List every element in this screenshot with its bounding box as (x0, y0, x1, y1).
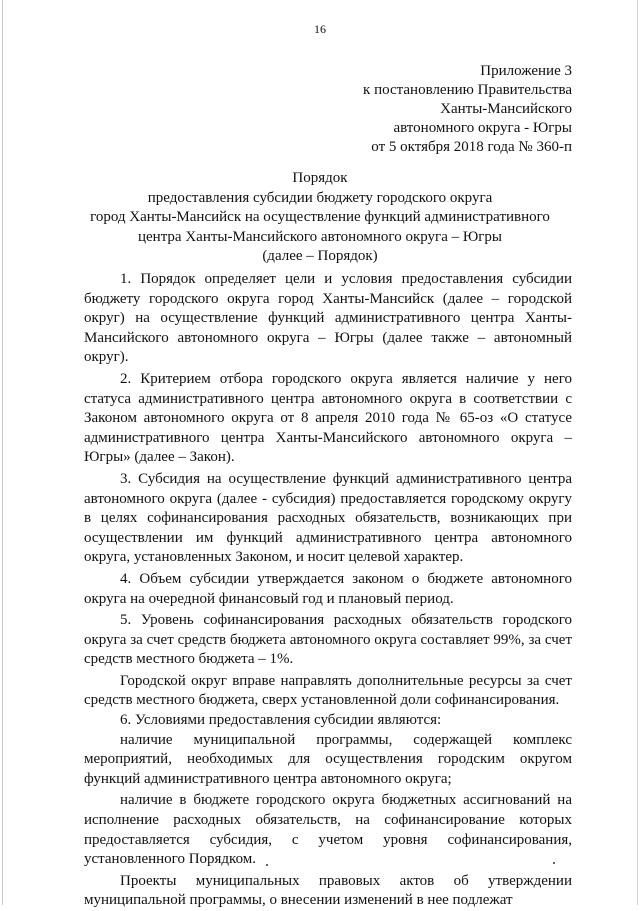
scan-edge-right (637, 0, 638, 905)
scan-speck (553, 862, 555, 864)
title-line: предоставления субсидии бюджету городского округа (147, 189, 493, 206)
page-number: 16 (314, 22, 326, 36)
appendix-line: от 5 октября 2018 года № 360-п (371, 139, 572, 155)
title-line: центра Ханты-Мансийского автономного округа – Югры (137, 228, 502, 245)
appendix-header (363, 62, 572, 157)
paragraph: 5. Уровень софинансирования расходных обязательств городского округа за счет средств бюджета автономного округа составляет 99%, за счет средств местного бюджета – 1%. (84, 612, 572, 668)
paragraph: Городской округ вправе направлять дополнительные ресурсы за счет средств местного бюджета, сверх установленной доли софинансирования. (84, 672, 572, 709)
appendix-line: Приложение 3 (480, 63, 572, 79)
paragraph: Проекты муниципальных правовых актов об утверждении муниципальной программы, о внесении изменений в нее подлежат (84, 872, 572, 909)
paragraph: 6. Условиями предоставления субсидии являются: (120, 712, 442, 729)
title-line: Порядок (292, 170, 348, 186)
scan-edge-left (2, 0, 3, 905)
appendix-line: Ханты-Мансийского (440, 101, 572, 117)
paragraph: 2. Критерием отбора городского округа является наличие у него статуса административного центра автономного округа в соответствии с Законом автономного округа от 8 апреля 2010 года № 65-оз «О статусе административного центра Ханты-Мансийского автономного округа – Югры» (далее – Закон). (84, 370, 572, 466)
paragraph: наличие в бюджете городского округа бюджетных ассигнований на исполнение расходных обязательств, на софинансирование которых предоставляется субсидия, с учетом уровня софинансирования, установленного Порядком. (84, 792, 572, 868)
appendix-line: автономного округа - Югры (393, 120, 572, 136)
paragraph: 1. Порядок определяет цели и условия предоставления субсидии бюджету городского округа город Ханты-Мансийск (далее – городской округ) на осуществление функций административного центра Ханты-Мансийского автономного округа – Югры (далее также – автономный округ). (84, 271, 572, 366)
appendix-line: к постановлению Правительства (363, 82, 572, 98)
paragraph: наличие муниципальной программы, содержащей комплекс мероприятий, необходимых для осуществления городским округом функций административного центра автономного округа; (84, 731, 572, 787)
document-body (84, 270, 572, 911)
paragraph: 3. Субсидия на осуществление функций административного центра автономного округа (далее - субсидия) предоставляется городскому округу в целях софинансирования расходных обязательств, возникающих при осуществлении им функций административного центра автономного округа, установленных Законом, и носит целевой характер. (84, 470, 572, 566)
document-title (70, 169, 570, 267)
scan-speck (266, 864, 268, 866)
title-line: (далее – Порядок) (262, 248, 378, 264)
paragraph: 4. Объем субсидии утверждается законом о бюджете автономного округа на очередной финансовый год и плановый период. (84, 570, 572, 607)
title-line: город Ханты-Мансийск на осуществление функций административного (90, 209, 550, 225)
